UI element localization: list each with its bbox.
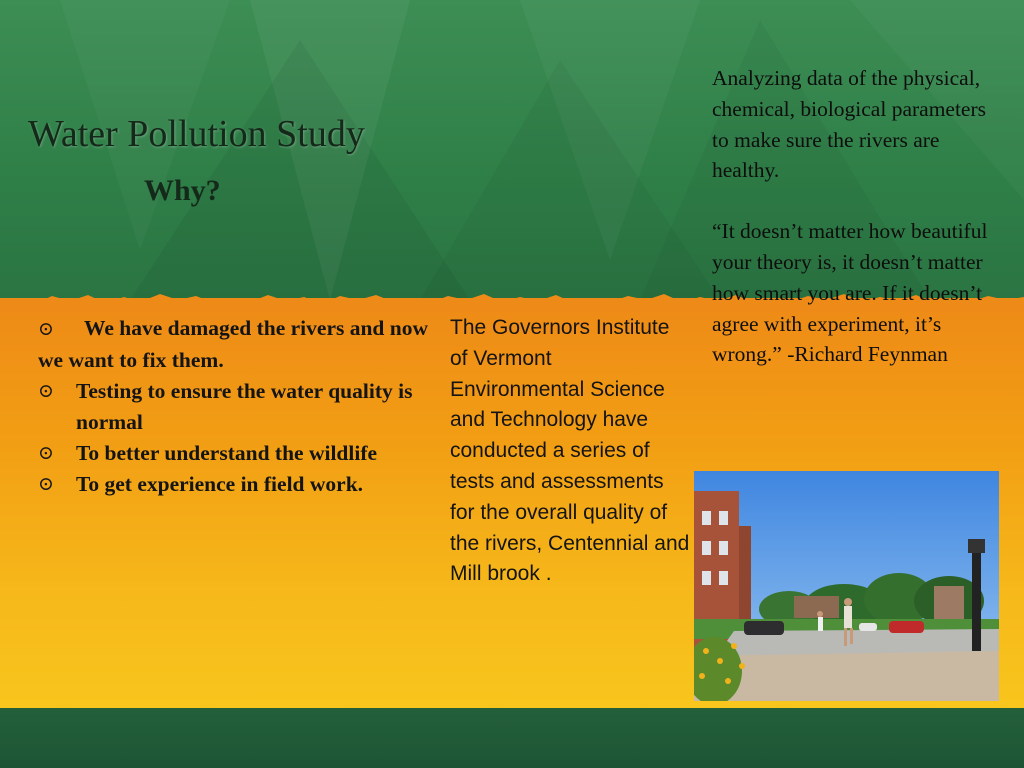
- bullet-item: [38, 469, 428, 500]
- slide-title: Water Pollution Study: [28, 113, 365, 155]
- bullet-text: To get experience in field work.: [76, 472, 364, 496]
- feynman-quote: “It doesn’t matter how beautiful your theory is, it doesn’t matter how smart you are. If it doesn’t agree with experiment, it’s wrong.” -Richard Feynman: [712, 219, 988, 367]
- bullet-text: To better understand the wildlife: [76, 441, 378, 465]
- right-text-block: [712, 63, 1002, 370]
- bullet-text: We have damaged the rivers and now we want to fix them.: [38, 316, 428, 372]
- circle-dot-bullet-icon: ⊙: [38, 319, 54, 340]
- campus-photo-icon: [694, 471, 999, 701]
- circle-dot-bullet-icon: ⊙: [38, 381, 54, 402]
- bullet-item: [38, 376, 428, 438]
- analysis-paragraph: Analyzing data of the physical, chemical, biological parameters to make sure the rivers are healthy.: [712, 66, 986, 183]
- bullet-list: [38, 313, 428, 500]
- bullet-item: [38, 438, 428, 469]
- bullet-text: Testing to ensure the water quality is normal: [76, 379, 413, 434]
- circle-dot-bullet-icon: ⊙: [38, 474, 54, 495]
- slide-subtitle: Why?: [144, 174, 221, 207]
- governors-institute-paragraph: The Governors Institute of Vermont Environmental Science and Technology have conducted a series of tests and assessments for the overall quality of the rivers, Centennial and Mill brook .: [450, 316, 690, 586]
- bullet-item: [38, 313, 428, 376]
- campus-photo: [694, 471, 999, 701]
- circle-dot-bullet-icon: ⊙: [38, 443, 54, 464]
- bottom-green-band: [0, 708, 1024, 768]
